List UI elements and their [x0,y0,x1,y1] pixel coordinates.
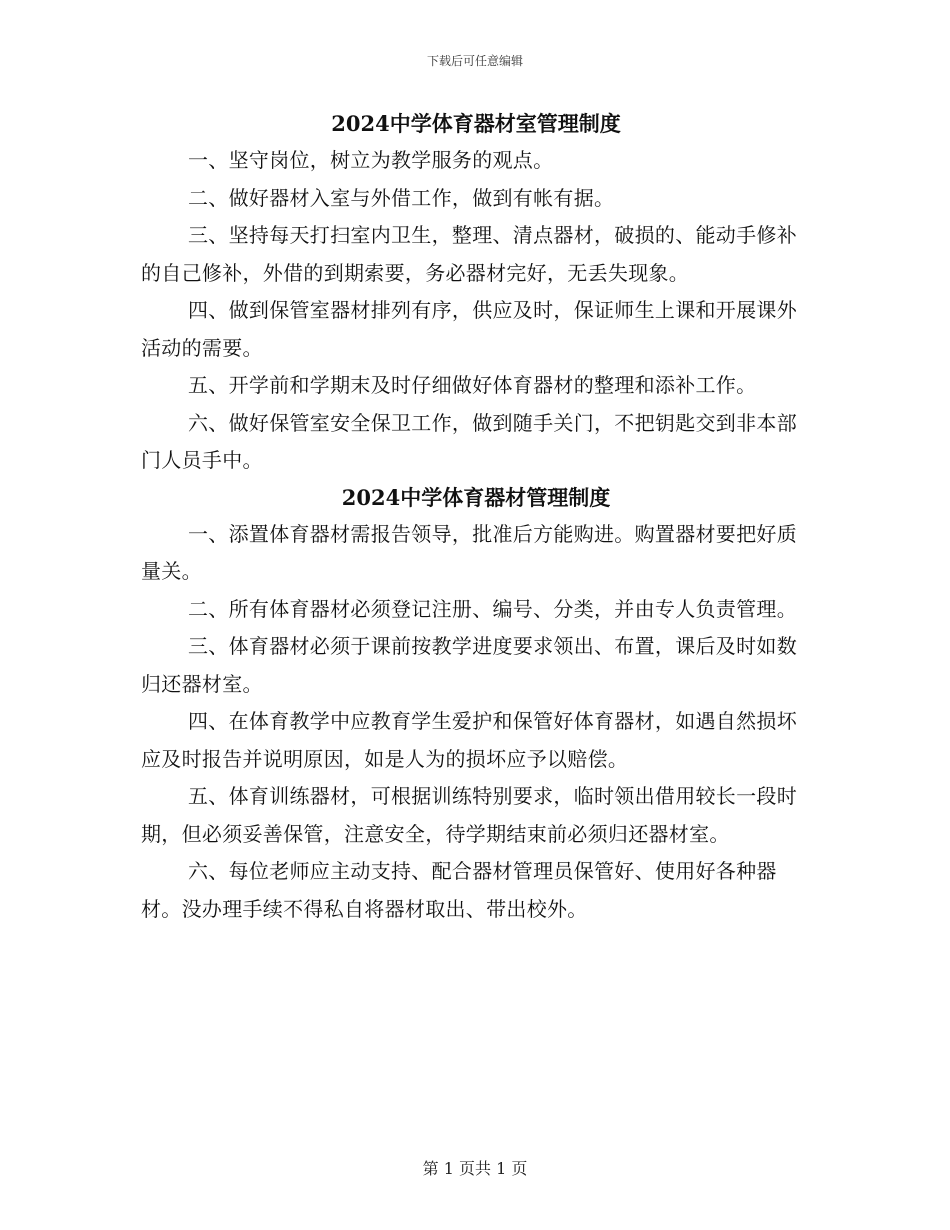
paragraph: 一、坚守岗位，树立为教学服务的观点。 [188,148,554,172]
section-title: 2024中学体育器材室管理制度 [331,111,621,136]
section-equipment-management [141,484,811,929]
section-equipment-room [141,110,811,480]
paragraph: 四、做到保管室器材排列有序，供应及时，保证师生上课和开展课外活动的需要。 [141,298,797,360]
paragraph: 三、体育器材必须于课前按教学进度要求领出、布置，课后及时如数归还器材室。 [141,634,797,696]
paragraph: 二、所有体育器材必须登记注册、编号、分类，并由专人负责管理。 [188,596,797,621]
paragraph: 三、坚持每天打扫室内卫生，整理、清点器材，破损的、能动手修补的自己修补，外借的到期索要，务必器材完好，无丢失现象。 [141,223,797,285]
paragraph: 一、添置体育器材需报告领导，批准后方能购进。购置器材要把好质量关。 [141,521,797,583]
paragraph: 六、每位老师应主动支持、配合器材管理员保管好、使用好各种器材。没办理手续不得私自将器材取出、带出校外。 [141,859,777,921]
paragraph: 五、体育训练器材，可根据训练特别要求，临时领出借用较长一段时期，但必须妥善保管，注意安全，待学期结束前必须归还器材室。 [141,784,797,846]
page-header: 下载后可任意编辑 [426,54,523,68]
section-title: 2024中学体育器材管理制度 [341,484,611,510]
paragraph: 二、做好器材入室与外借工作，做到有帐有据。 [188,185,615,210]
paragraph: 六、做好保管室安全保卫工作，做到随手关门，不把钥匙交到非本部门人员手中。 [141,410,797,472]
paragraph: 五、开学前和学期末及时仔细做好体育器材的整理和添补工作。 [188,373,757,397]
page-footer: 第 1 页共 1 页 [422,1159,528,1178]
paragraph: 四、在体育教学中应教育学生爱护和保管好体育器材，如遇自然损坏应及时报告并说明原因，如是人为的损坏应予以赔偿。 [141,709,797,771]
document-body [141,106,811,928]
